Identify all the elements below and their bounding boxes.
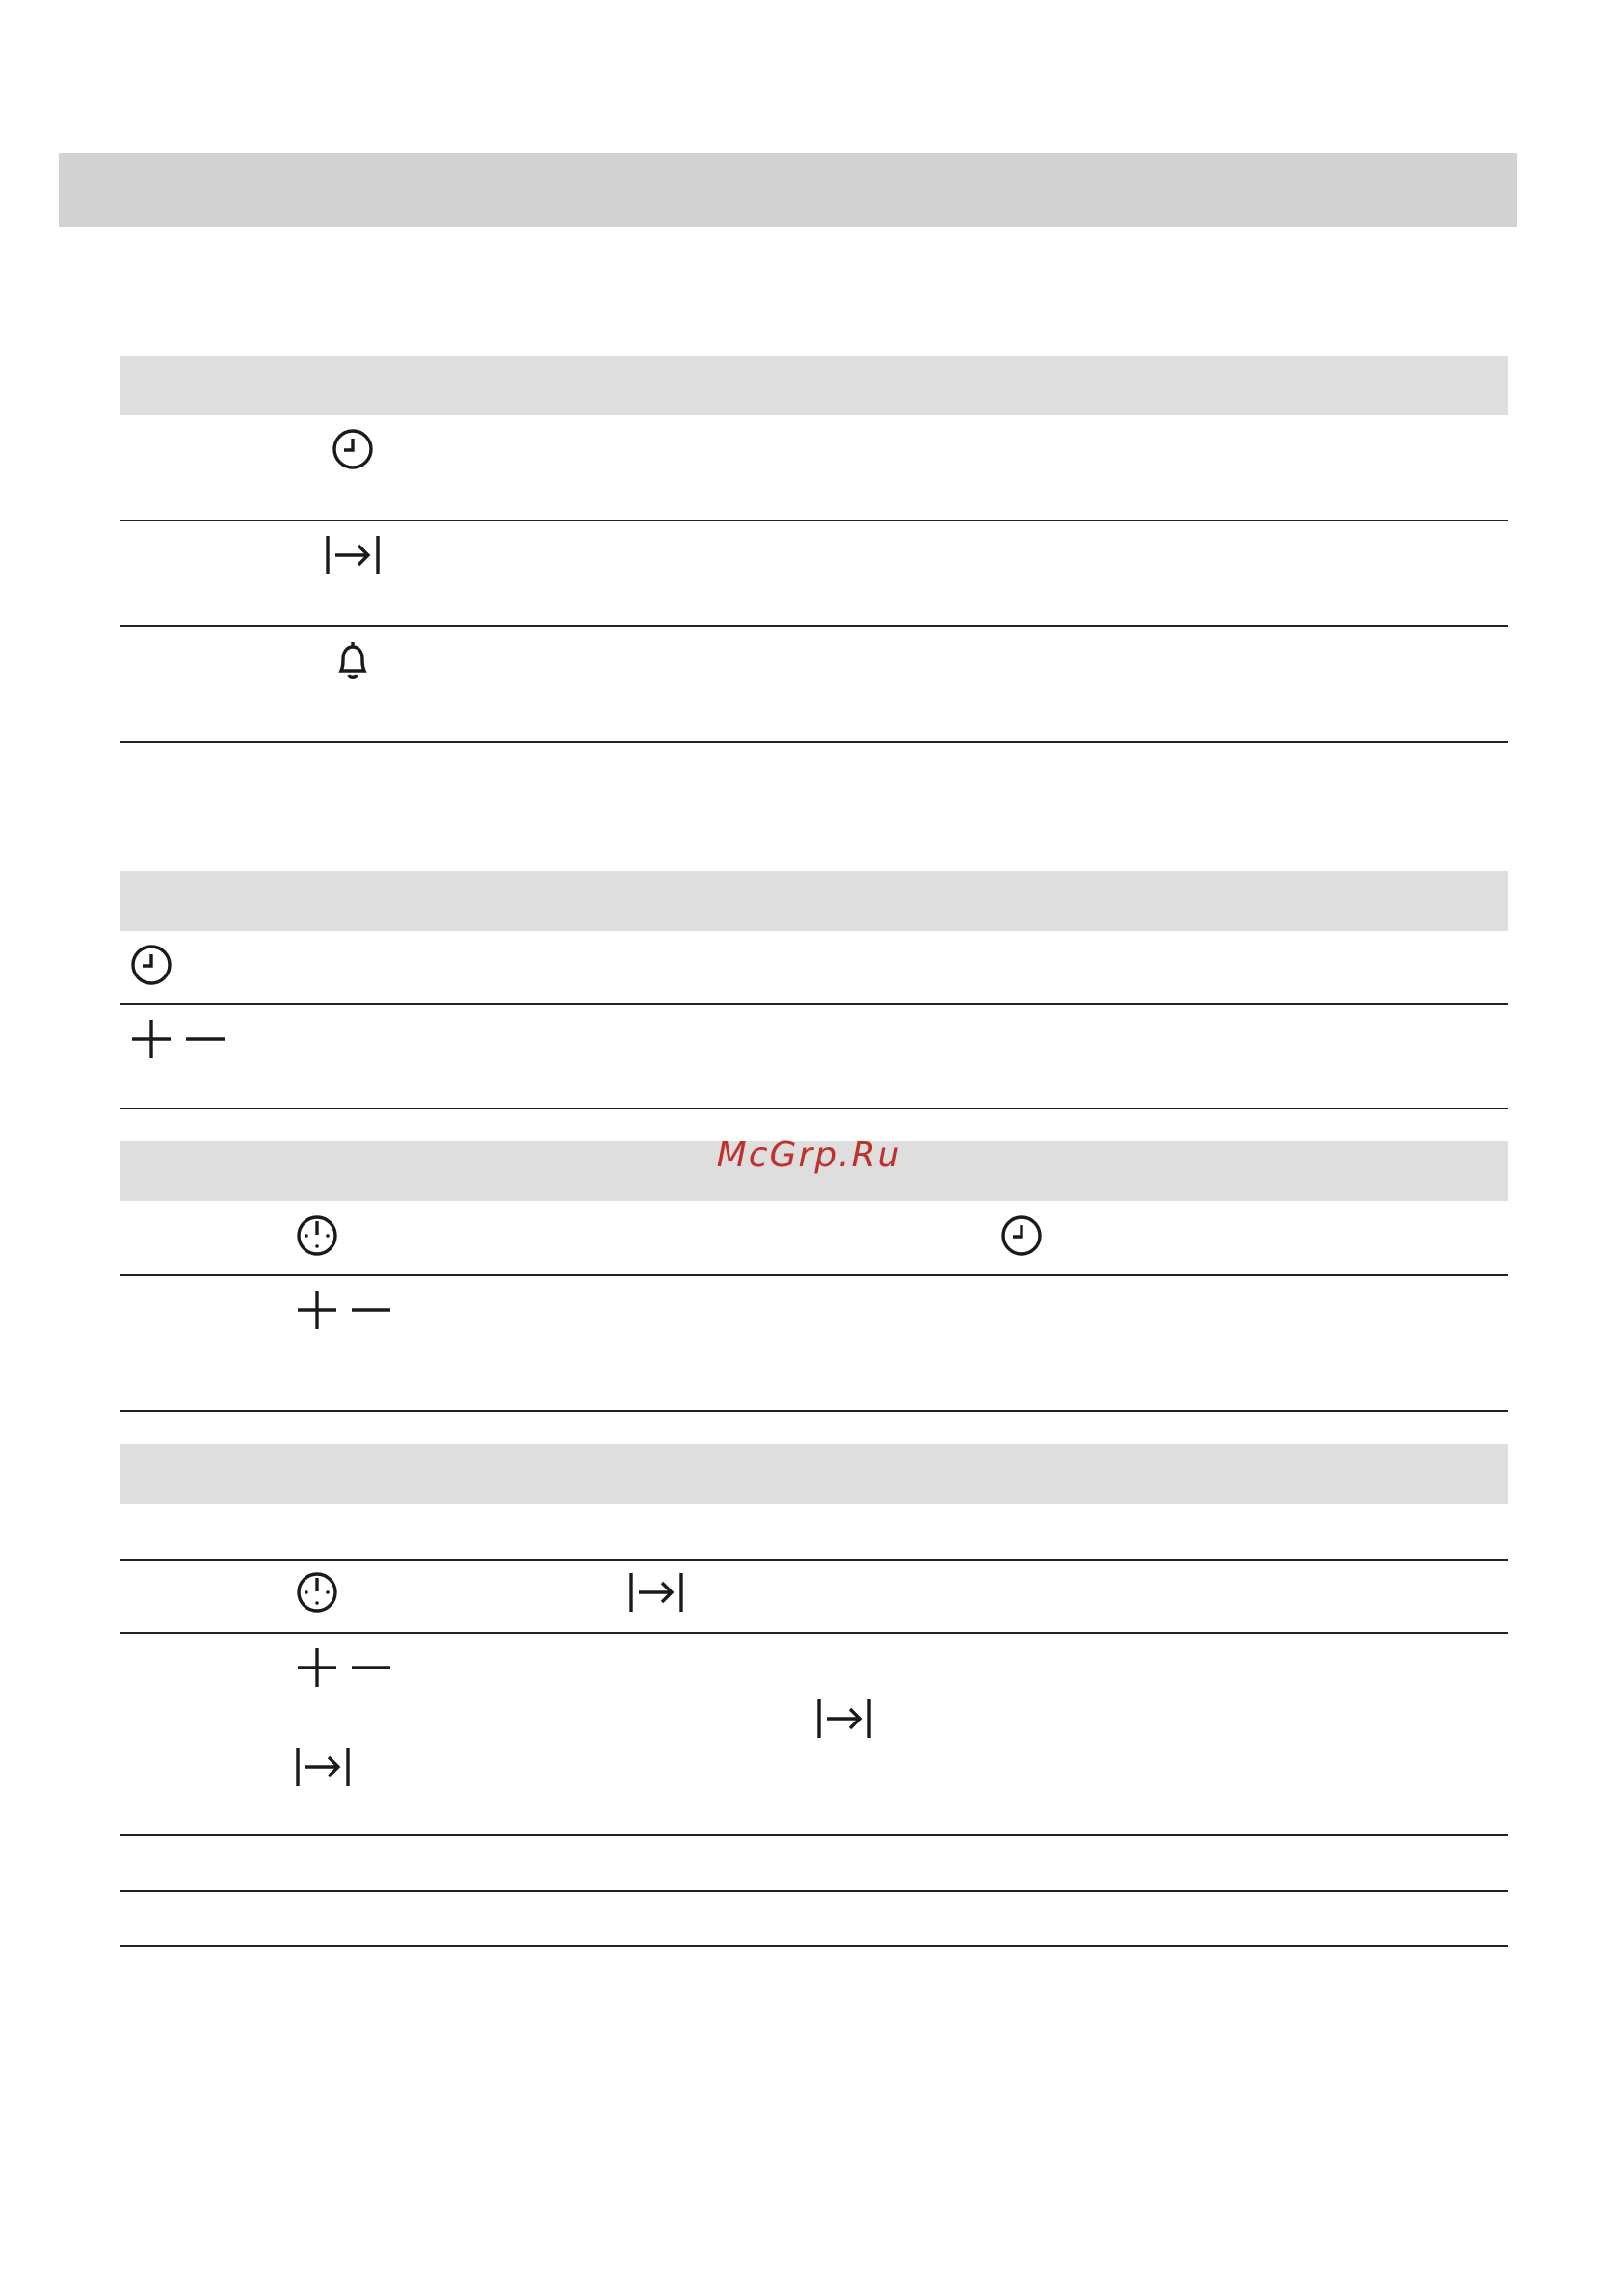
plus-icon [290, 1641, 344, 1695]
page-header-band [59, 153, 1517, 227]
bell-icon [326, 634, 380, 688]
table-2-header [120, 871, 1508, 931]
clock-icon [124, 938, 178, 992]
table-1-row-divider [120, 625, 1508, 627]
duration-icon [326, 528, 380, 582]
duration-icon [629, 1565, 683, 1619]
duration-icon [817, 1692, 871, 1746]
table-4-row-divider [120, 1890, 1508, 1892]
table-1-header [120, 356, 1508, 415]
table-1-bottom-rule [120, 741, 1508, 743]
table-3-bottom-rule [120, 1410, 1508, 1412]
plus-icon [124, 1012, 178, 1066]
table-4-row-divider [120, 1834, 1508, 1836]
minus-icon [344, 1641, 398, 1695]
table-3-row-divider [120, 1274, 1508, 1276]
clock-icon [995, 1209, 1048, 1263]
table-4-header [120, 1444, 1508, 1504]
timer-dial-icon [290, 1209, 344, 1263]
plus-icon [290, 1283, 344, 1337]
table-2-row-divider [120, 1003, 1508, 1005]
watermark: McGrp.Ru [716, 1135, 902, 1175]
minus-icon [344, 1283, 398, 1337]
table-4-bottom-rule [120, 1945, 1508, 1947]
timer-dial-icon [290, 1565, 344, 1619]
minus-icon [178, 1012, 232, 1066]
table-2-bottom-rule [120, 1108, 1508, 1109]
table-1-row-divider [120, 520, 1508, 521]
duration-icon [296, 1740, 350, 1794]
table-4-row-divider [120, 1632, 1508, 1634]
table-4-row-divider [120, 1559, 1508, 1561]
clock-icon [326, 422, 380, 476]
